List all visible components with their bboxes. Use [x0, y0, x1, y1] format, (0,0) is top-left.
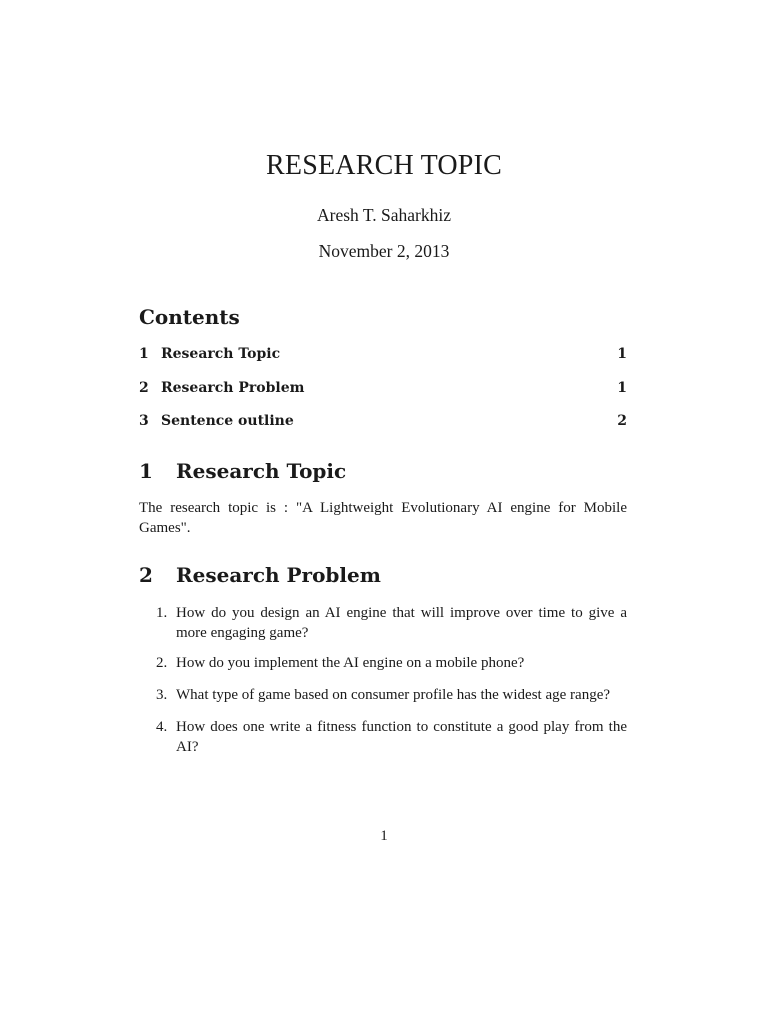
section-number: 2	[139, 563, 153, 587]
contents-heading: Contents	[139, 305, 240, 329]
toc-entry-number: 3	[139, 413, 149, 429]
section-title: Research Topic	[176, 459, 347, 483]
page-number: 1	[380, 828, 388, 844]
list-item-text: How does one write a fitness function to constitute a good play from the AI?	[176, 719, 627, 755]
section-number: 1	[139, 459, 153, 483]
list-marker: 4.	[156, 719, 168, 735]
list-item-text: What type of game based on consumer profile has the widest age range?	[176, 687, 611, 703]
list-marker: 3.	[156, 687, 168, 703]
toc-entry-number: 2	[139, 380, 149, 396]
document-title: RESEARCH TOPIC	[266, 150, 502, 181]
list-marker: 1.	[156, 605, 168, 621]
toc-entry-page: 2	[617, 413, 627, 429]
toc-entry-label: Research Problem	[161, 380, 305, 396]
list-item-text: How do you design an AI engine that will improve over time to give a more engaging game?	[176, 605, 627, 641]
list-item-text: How do you implement the AI engine on a mobile phone?	[176, 655, 525, 671]
document-author: Aresh T. Saharkhiz	[317, 205, 451, 225]
toc-entry-label: Sentence outline	[161, 413, 294, 429]
toc-entry-label: Research Topic	[161, 346, 281, 362]
toc-entry-page: 1	[617, 346, 627, 362]
document-date: November 2, 2013	[318, 241, 450, 261]
list-marker: 2.	[156, 655, 168, 671]
section-paragraph: The research topic is : "A Lightweight Evolutionary AI engine for Mobile Games".	[139, 500, 627, 536]
toc-entry-page: 1	[617, 380, 627, 396]
toc-entry-number: 1	[139, 346, 149, 362]
section-title: Research Problem	[176, 563, 381, 587]
